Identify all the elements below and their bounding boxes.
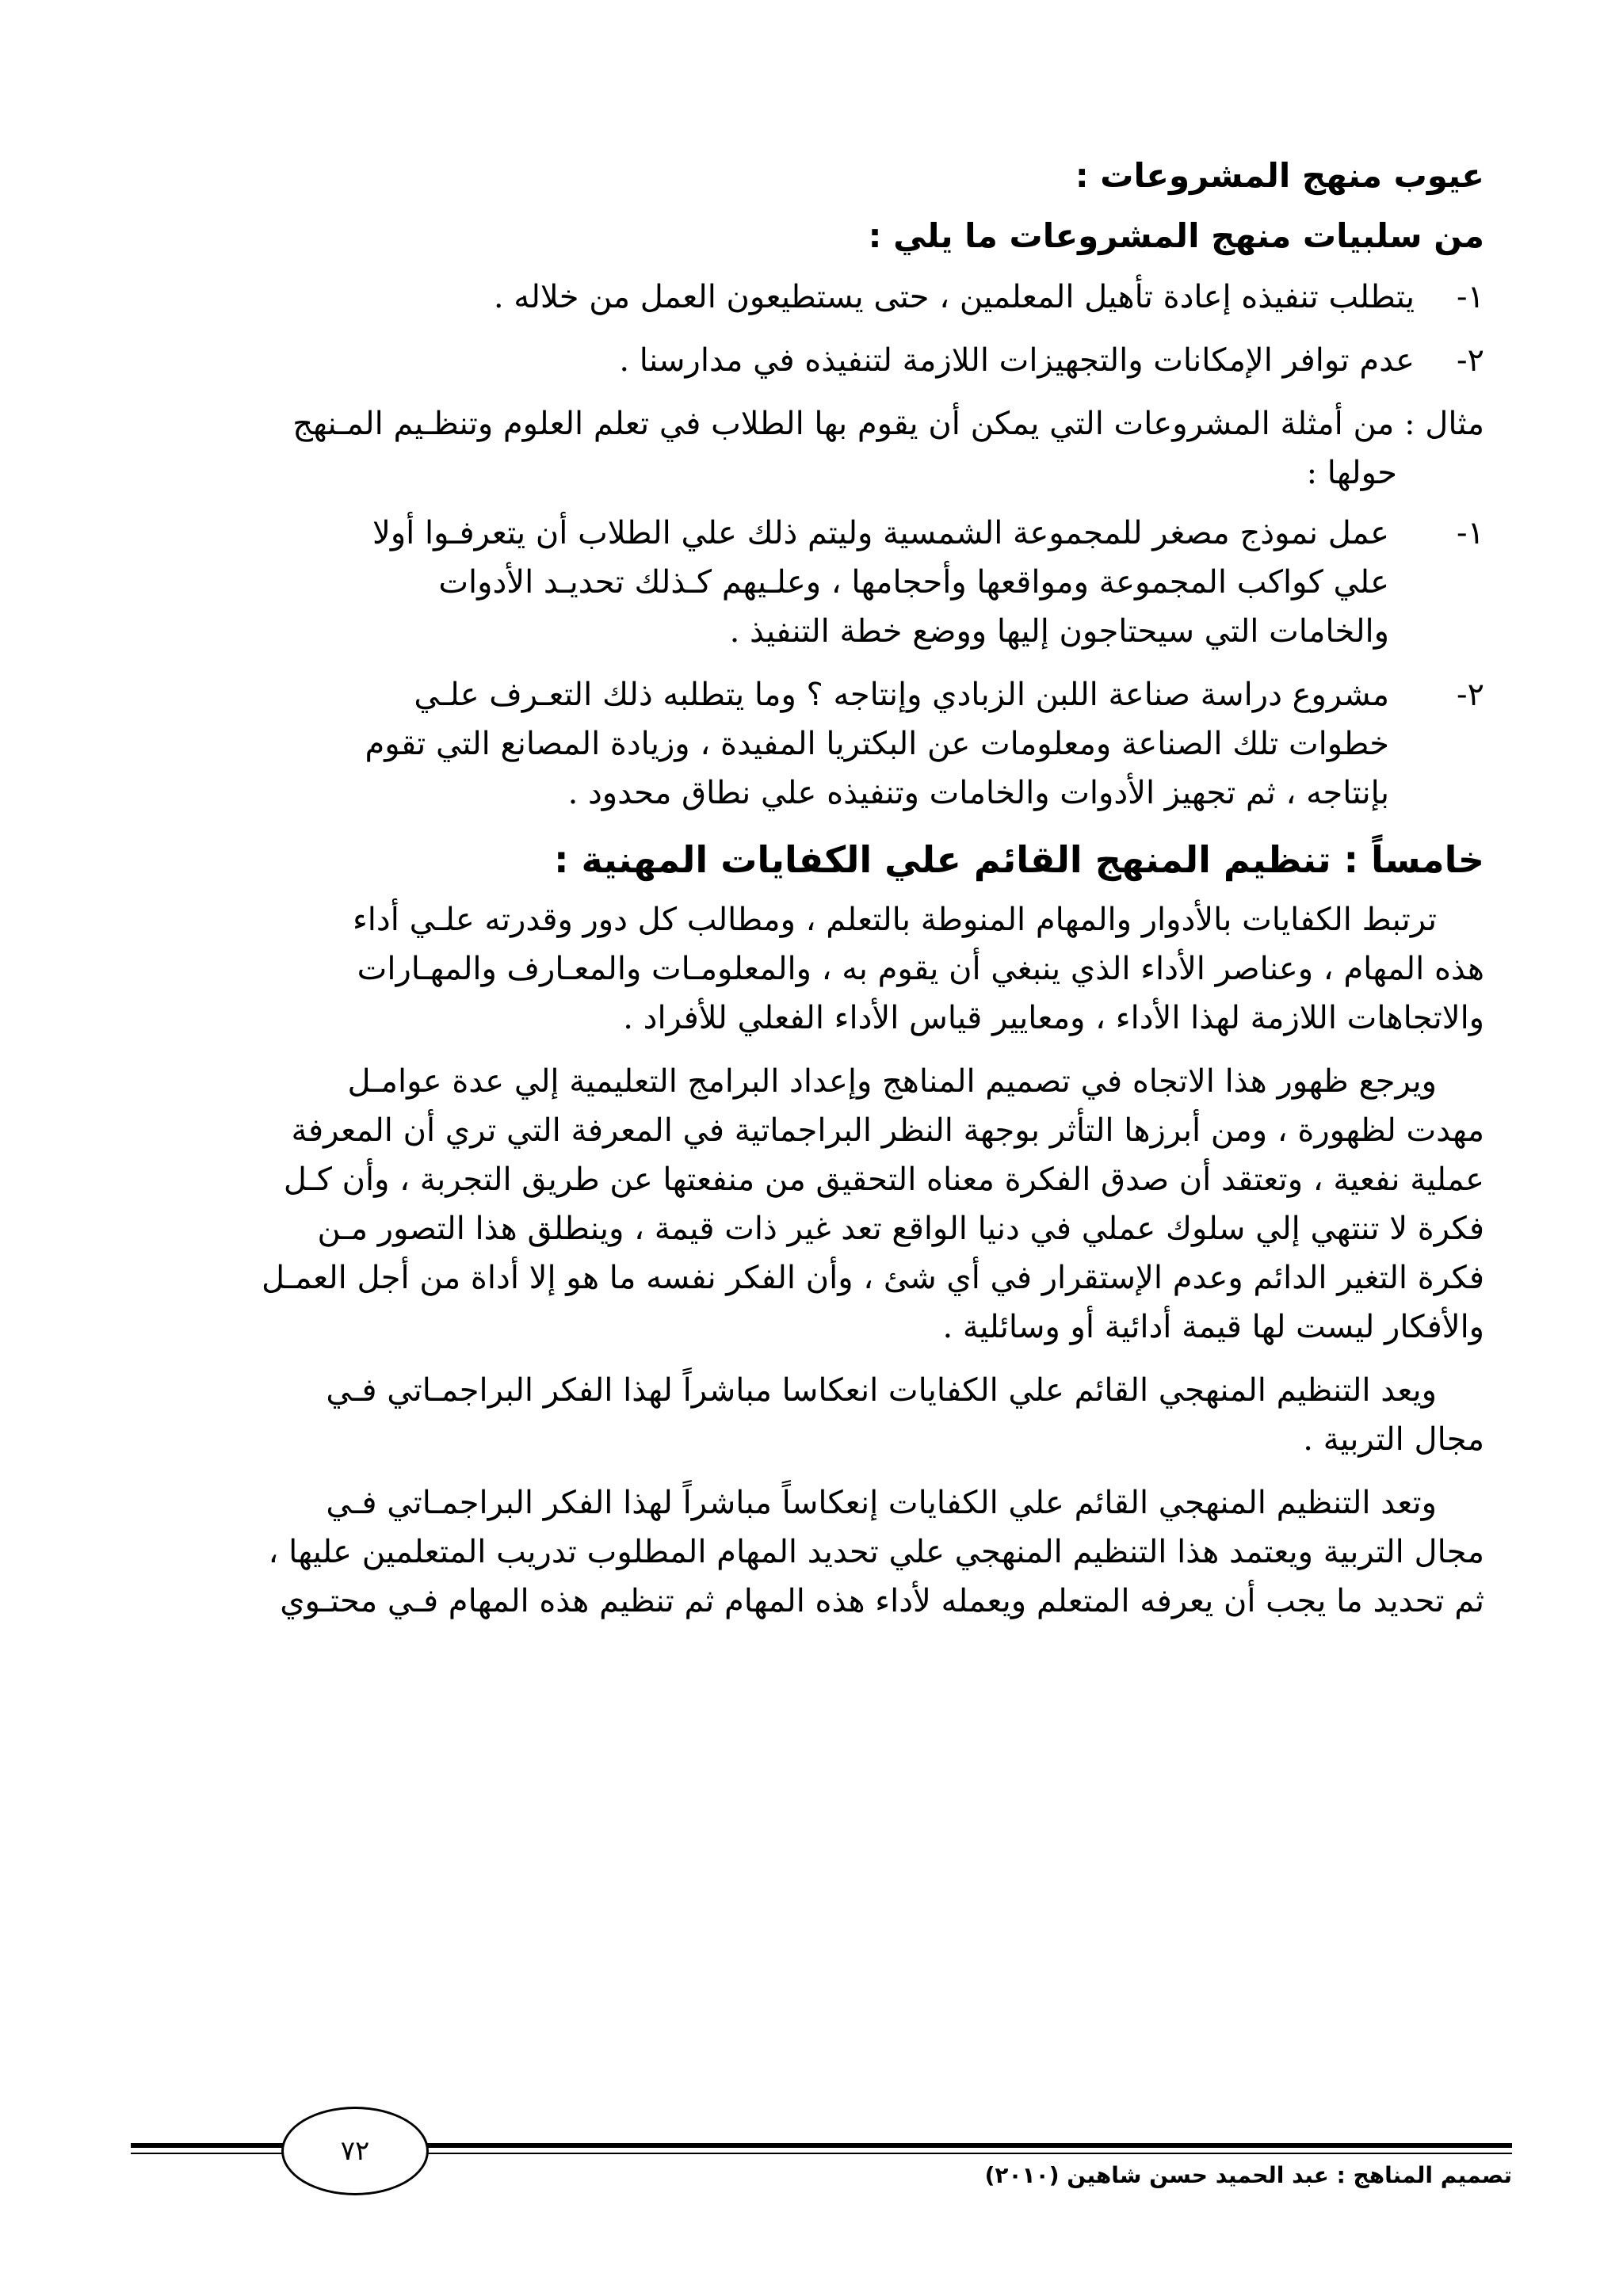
text-line: خطوات تلك الصناعة ومعلومات عن البكتريا المفيدة ، وزيادة المصانع التي تقوم: [365, 726, 1389, 762]
text-line: مهدت لظهورة ، ومن أبرزها التأثر بوجهة النظر البراجماتية في المعرفة التي تري أن المعرفة: [291, 1112, 1484, 1149]
text-line: فكرة لا تنتهي إلي سلوك عملي في دنيا الواقع تعد غير ذات قيمة ، وينطلق هذا التصور مـن: [317, 1211, 1484, 1247]
page-content: [155, 151, 1484, 1640]
list-item: [155, 273, 1484, 322]
text-line: وتعد التنظيم المنهجي القائم علي الكفايات إنعكاساً مباشراً لهذا الفكر البراجمـاتي فـي: [326, 1485, 1437, 1521]
subheading: من سلبيات منهج المشروعات ما يلي :: [868, 216, 1484, 255]
text-line: والاتجاهات اللازمة لهذا الأداء ، ومعايير قياس الأداء الفعلي للأفراد .: [623, 1000, 1484, 1036]
text-line: ويرجع ظهور هذا الاتجاه في تصميم المناهج وإعداد البرامج التعليمية إلي عدة عوامـل: [347, 1063, 1437, 1100]
text-line: هذه المهام ، وعناصر الأداء الذي ينبغي أن يقوم به ، والمعلومـات والمعـارف والمهـارات: [357, 951, 1484, 987]
list-text: يتطلب تنفيذه إعادة تأهيل المعلمين ، حتى يستطيعون العمل من خلاله .: [493, 279, 1415, 315]
example-line: مثال : من أمثلة المشروعات التي يمكن أن يقوم بها الطلاب في تعلم العلوم وتنظـيم المـنهج: [292, 406, 1484, 442]
example-items: [155, 509, 1484, 818]
text-line: بإنتاجه ، ثم تجهيز الأدوات والخامات وتنفيذه علي نطاق محدود .: [567, 775, 1389, 811]
text-line: مجال التربية ويعتمد هذا التنظيم المنهجي علي تحديد المهام المطلوب تدريب المتعلمين عليها ،: [268, 1534, 1484, 1570]
list-number: ١-: [1457, 515, 1484, 551]
text-line: علي كواكب المجموعة ومواقعها وأحجامها ، وعلـيهم كـذلك تحديـد الأدوات: [438, 564, 1389, 601]
text-line: ويعد التنظيم المنهجي القائم علي الكفايات انعكاسا مباشراً لهذا الفكر البراجمـاتي فـي: [326, 1372, 1437, 1409]
list-text: عدم توافر الإمكانات والتجهيزات اللازمة لتنفيذه في مدارسنا .: [619, 342, 1415, 379]
example-line: حولها :: [1306, 455, 1397, 491]
page-footer: [0, 2135, 1623, 2262]
text-line: ترتبط الكفايات بالأدوار والمهام المنوطة بالتعلم ، ومطالب كل دور وقدرته علـي أداء: [353, 902, 1437, 938]
text-line: والخامات التي سيحتاجون إليها ووضع خطة التنفيذ .: [729, 613, 1389, 650]
paragraph: [155, 1057, 1484, 1352]
text-line: والأفكار ليست لها قيمة أدائية أو وسائلية .: [942, 1309, 1484, 1345]
text-line: مجال التربية .: [1303, 1421, 1484, 1458]
section-heading: عيوب منهج المشروعات :: [1075, 156, 1484, 195]
text-line: فكرة التغير الدائم وعدم الإستقرار في أي شئ ، وأن الفكر نفسه ما هو إلا أداة من أجل العمـل: [262, 1260, 1484, 1296]
list-number: ٢-: [1457, 342, 1484, 379]
paragraph: [155, 1366, 1484, 1464]
section-title: خامساً : تنظيم المنهج القائم علي الكفايات المهنية :: [554, 838, 1484, 881]
text-line: ثم تحديد ما يجب أن يعرفه المتعلم ويعمله لأداء هذه المهام ثم تنظيم هذه المهام فـي محتـوي: [280, 1583, 1484, 1619]
list-text: [155, 509, 1389, 656]
list-text: [155, 670, 1389, 818]
paragraph: [155, 895, 1484, 1043]
example-block: [155, 399, 1484, 498]
text-line: مشروع دراسة صناعة اللبن الزبادي وإنتاجه ؟ وما يتطلبه ذلك التعـرف علـي: [414, 677, 1389, 713]
text-line: عملية نفعية ، وتعتقد أن صدق الفكرة معناه التحقيق من منفعتها عن طريق التجربة ، وأن كـل: [283, 1161, 1484, 1198]
list-item: [155, 336, 1484, 385]
text-line: عمل نموذج مصغر للمجموعة الشمسية وليتم ذلك علي الطلاب أن يتعرفـوا أولا: [372, 515, 1389, 551]
list-item: [155, 509, 1484, 656]
page-number: ٧٢: [281, 2107, 429, 2195]
list-number: ٢-: [1457, 677, 1484, 713]
paragraph: [155, 1478, 1484, 1626]
list-number: ١-: [1457, 279, 1484, 315]
list-item: [155, 670, 1484, 818]
drawbacks-list: [155, 273, 1484, 385]
footer-citation: تصميم المناهج : عبد الحميد حسن شاهين (٢٠١٠): [984, 2162, 1512, 2188]
